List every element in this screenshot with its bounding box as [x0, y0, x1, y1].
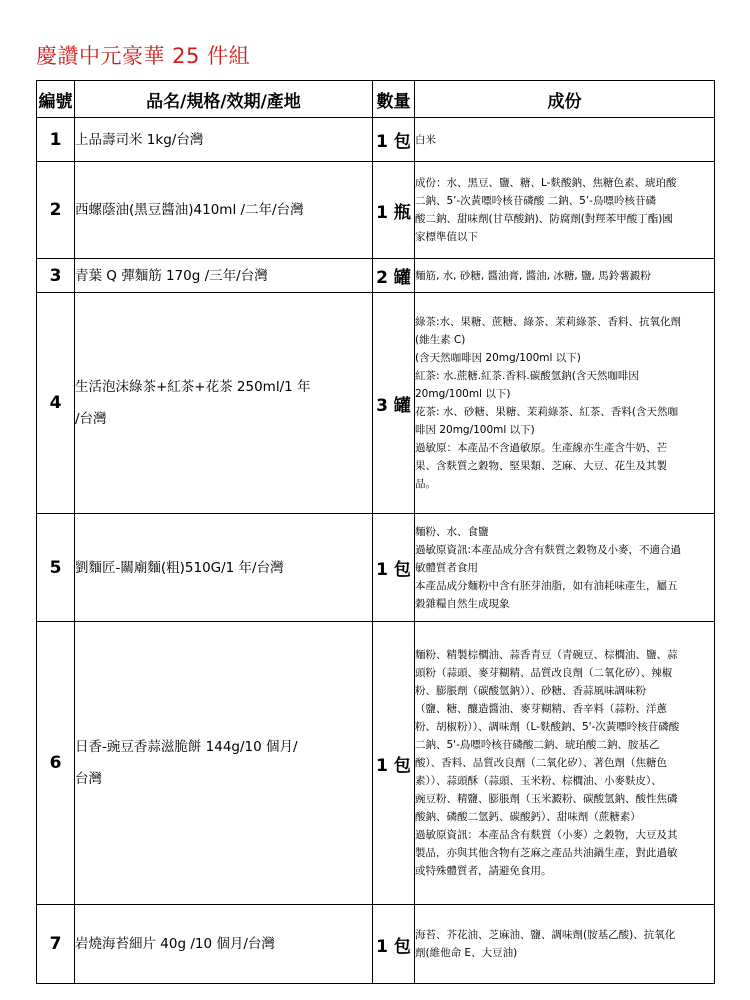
- item-name-cell: [75, 905, 373, 984]
- ingredient-line: 白米: [415, 133, 436, 146]
- header-no: 編號: [37, 81, 75, 118]
- ingredient-line: 果、含麩質之穀物、堅果類、芝麻、大豆、花生及其製: [415, 460, 667, 472]
- item-name-line: 日香-豌豆香蒜滋脆餅 144g/10 個月/: [75, 739, 298, 755]
- ingredient-line: 豌豆粉、精鹽、膨脹劑（玉米澱粉、碳酸氫鈉、酸性焦磷: [415, 793, 678, 805]
- ingredient-line: 綠茶:水、果糖、蔗糖、綠茶、茉莉綠茶、香料、抗氧化劑: [415, 316, 682, 328]
- ingredient-line: 素））、蒜頭酥（蒜頭、玉米粉、棕櫚油、小麥麩皮）、: [415, 775, 662, 787]
- ingredient-line: 過敏原資訊:本產品成分含有麩質之穀物及小麥，不適合過: [415, 543, 682, 556]
- item-name-line: 岩燒海苔細片 40g /10 個月/台灣: [75, 936, 275, 952]
- ingredient-line: 頭粉（蒜頭、麥芽糊精、品質改良劑（二氧化矽）、辣椒: [415, 667, 673, 679]
- ingredient-line: 20mg/100ml 以下): [415, 388, 511, 400]
- ingredient-line: 二鈉、5'-鳥嘌呤核苷磷酸二鈉、琥珀酸二鈉、胺基乙: [415, 739, 660, 751]
- ingredient-line: 劑(維他命 E、大豆油): [415, 947, 518, 959]
- ingredient-line: 敏體質者食用: [415, 561, 478, 574]
- item-name-line: 劉麵匠-關廟麵(粗)510G/1 年/台灣: [75, 559, 284, 576]
- table-row: [37, 162, 715, 259]
- ingredient-line: 製品，亦與其他含物有芝麻之產品共油鍋生產，對此過敏: [415, 847, 678, 859]
- table-row: [37, 293, 715, 514]
- ingredient-line: 麵粉、水、食鹽: [415, 525, 489, 538]
- item-name-cell: [75, 514, 373, 622]
- item-quantity: 1 包: [373, 118, 415, 162]
- ingredient-line: 麵筋, 水, 砂糖, 醬油膏, 醬油, 冰糖, 鹽, 馬鈴薯澱粉: [415, 269, 651, 282]
- ingredients-cell: [415, 259, 715, 293]
- item-name-line: 台灣: [75, 771, 102, 787]
- table-row: [37, 259, 715, 293]
- item-quantity: 1 包: [373, 622, 415, 905]
- ingredient-line: 成份：水、黑豆、鹽、糖、L-麩酸鈉、焦糖色素、琥珀酸: [415, 177, 677, 189]
- ingredient-line: 酸）、香料、品質改良劑（二氧化矽）、著色劑（焦糖色: [415, 757, 667, 769]
- item-number: 2: [37, 162, 75, 259]
- ingredients-cell: [415, 162, 715, 259]
- ingredients-cell: [415, 293, 715, 514]
- header-ingredients: 成份: [415, 81, 715, 118]
- item-name-line: 上品壽司米 1kg/台灣: [75, 131, 204, 148]
- ingredients-cell: [415, 622, 715, 905]
- item-number: 5: [37, 514, 75, 622]
- item-quantity: 2 罐: [373, 259, 415, 293]
- ingredient-line: 家標準值以下: [415, 231, 478, 243]
- ingredient-line: 花茶: 水、砂糖、果糖、茉莉綠茶、紅茶、香料(含天然咖: [415, 406, 678, 418]
- item-number: 6: [37, 622, 75, 905]
- table-row: [37, 905, 715, 984]
- item-name-cell: [75, 293, 373, 514]
- item-name-line: 生活泡沫綠茶+紅茶+花茶 250ml/1 年: [75, 379, 311, 395]
- item-quantity: 1 包: [373, 905, 415, 984]
- item-number: 7: [37, 905, 75, 984]
- item-name-line: 青葉 Q 彈麵筋 170g /三年/台灣: [75, 267, 268, 284]
- item-name-cell: [75, 259, 373, 293]
- ingredient-line: 二鈉、5’-次黃嘌呤核苷磷酸 二鈉、5’-鳥嘌呤核苷磷: [415, 195, 656, 207]
- ingredient-line: 穀雜糧自然生成現象: [415, 597, 510, 610]
- ingredient-line: (維生素 C): [415, 334, 466, 346]
- item-name-line: /台灣: [75, 411, 107, 427]
- ingredient-line: 啡因 20mg/100ml 以下): [415, 424, 535, 436]
- ingredient-line: 粉、膨脹劑（碳酸氫鈉））、砂糖、香蒜風味調味粉: [415, 685, 646, 697]
- ingredient-line: 紅茶: 水.蔗糖.紅茶.香料.碳酸氫鈉(含天然咖啡因: [415, 370, 639, 382]
- ingredients-cell: [415, 118, 715, 162]
- item-number: 4: [37, 293, 75, 514]
- header-qty: 數量: [373, 81, 415, 118]
- item-name-cell: [75, 118, 373, 162]
- ingredient-line: 過敏原資訊：本產品含有麩質（小麥）之穀物，大豆及其: [415, 829, 678, 841]
- table-row: [37, 118, 715, 162]
- ingredient-line: 粉、胡椒粉））、調味劑（L-麩酸鈉、5'-次黃嘌呤核苷磷酸: [415, 721, 680, 733]
- table-row: [37, 622, 715, 905]
- table-row: [37, 514, 715, 622]
- ingredient-line: 品。: [415, 478, 436, 490]
- header-name: 品名/規格/效期/產地: [75, 81, 373, 118]
- ingredient-line: 酸二鈉、甜味劑(甘草酸鈉)、防腐劑(對羥苯甲酸丁酯)國: [415, 213, 673, 225]
- ingredients-cell: [415, 514, 715, 622]
- item-quantity: 1 瓶: [373, 162, 415, 259]
- page-title: 慶讚中元豪華 25 件組: [36, 44, 251, 68]
- item-number: 3: [37, 259, 75, 293]
- item-number: 1: [37, 118, 75, 162]
- ingredient-line: 或特殊體質者，請避免食用。: [415, 865, 552, 877]
- item-name-cell: [75, 622, 373, 905]
- ingredient-line: 本產品成分麵粉中含有胚芽油脂，如有油耗味產生，屬五: [415, 579, 678, 592]
- ingredient-line: 酸鈉、磷酸二氫鈣、碳酸鈣）、甜味劑（蔗糖素）: [415, 811, 641, 823]
- item-quantity: 1 包: [373, 514, 415, 622]
- ingredient-line: 麵粉、精製棕櫚油、蒜香青豆（青碗豆、棕櫚油、鹽、蒜: [415, 649, 678, 661]
- table-header-row: [37, 81, 715, 118]
- ingredient-line: 海苔、芥花油、芝麻油、鹽、調味劑(胺基乙酸)、抗氧化: [415, 929, 676, 941]
- ingredient-line: (含天然咖啡因 20mg/100ml 以下): [415, 352, 581, 364]
- item-name-cell: [75, 162, 373, 259]
- item-name-line: 西螺蔭油(黑豆醬油)410ml /二年/台灣: [75, 202, 304, 218]
- ingredients-cell: [415, 905, 715, 984]
- ingredient-line: （鹽、糖、釀造醬油、麥芽糊精、香辛料（蒜粉、洋蔥: [415, 703, 667, 715]
- product-spec-table: [36, 80, 715, 984]
- item-quantity: 3 罐: [373, 293, 415, 514]
- ingredient-line: 過敏原：本產品不含過敏原。生產線亦生產含牛奶、芒: [415, 442, 667, 454]
